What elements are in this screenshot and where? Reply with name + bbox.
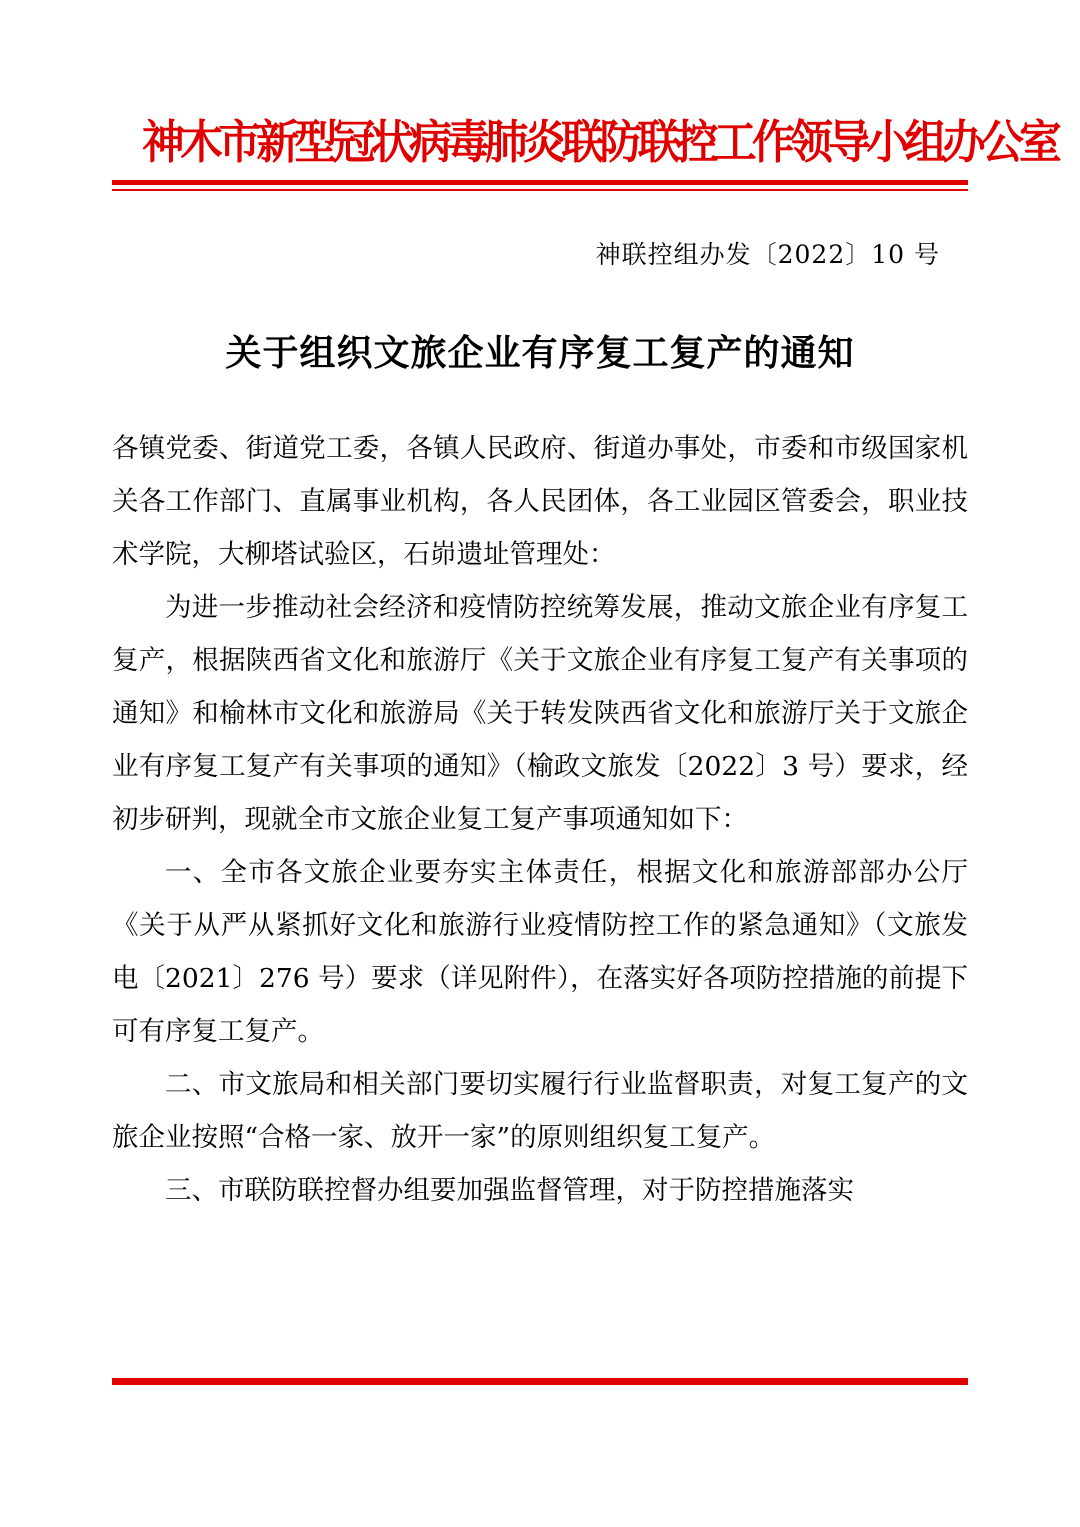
paragraph-item-2: 二、市文旅局和相关部门要切实履行行业监督职责，对复工复产的文旅企业按照“合格一家、放开一家”的原则组织复工复产。 bbox=[112, 1069, 968, 1154]
paragraph-preamble: 为进一步推动社会经济和疫情防控统筹发展，推动文旅企业有序复工复产，根据陕西省文化和旅游厅《关于文旅企业有序复工复产有关事项的通知》和榆林市文化和旅游局《关于转发陕西省文化和旅游厅关于文旅企业有序复工复产有关事项的通知》（榆政文旅发〔2022〕3 号）要求，经初步研判，现就全市文旅企业复工复产事项通知如下： bbox=[112, 592, 968, 836]
masthead bbox=[112, 0, 1058, 191]
document-number: 神联控组办发〔2022〕10 号 bbox=[595, 240, 940, 270]
page-title: 关于组织文旅企业有序复工复产的通知 bbox=[225, 332, 855, 375]
paragraph-item-1: 一、全市各文旅企业要夯实主体责任，根据文化和旅游部部办公厅《关于从严从紧抓好文化和旅游行业疫情防控工作的紧急通知》（文旅发电〔2021〕276 号）要求（详见附件），在落实好各项防控措施的前提下可有序复工复产。 bbox=[112, 857, 968, 1048]
document-body bbox=[112, 422, 968, 1217]
footer-rules bbox=[112, 1378, 968, 1389]
paragraph-recipients: 各镇党委、街道党工委，各镇人民政府、街道办事处，市委和市级国家机关各工作部门、直属事业机构，各人民团体，各工业园区管委会，职业技术学院，大柳塔试验区，石峁遗址管理处： bbox=[112, 433, 968, 571]
footer-rule-thin bbox=[112, 1383, 968, 1385]
masthead-rule-thin bbox=[112, 189, 968, 191]
paragraph-item-3: 三、市联防联控督办组要加强监督管理，对于防控措施落实 bbox=[165, 1175, 854, 1207]
issuing-organization: 神木市新型冠状病毒肺炎联防联控工作领导小组办公室 bbox=[141, 115, 1058, 169]
masthead-rule-thick bbox=[112, 180, 968, 185]
masthead-rules bbox=[112, 180, 968, 191]
